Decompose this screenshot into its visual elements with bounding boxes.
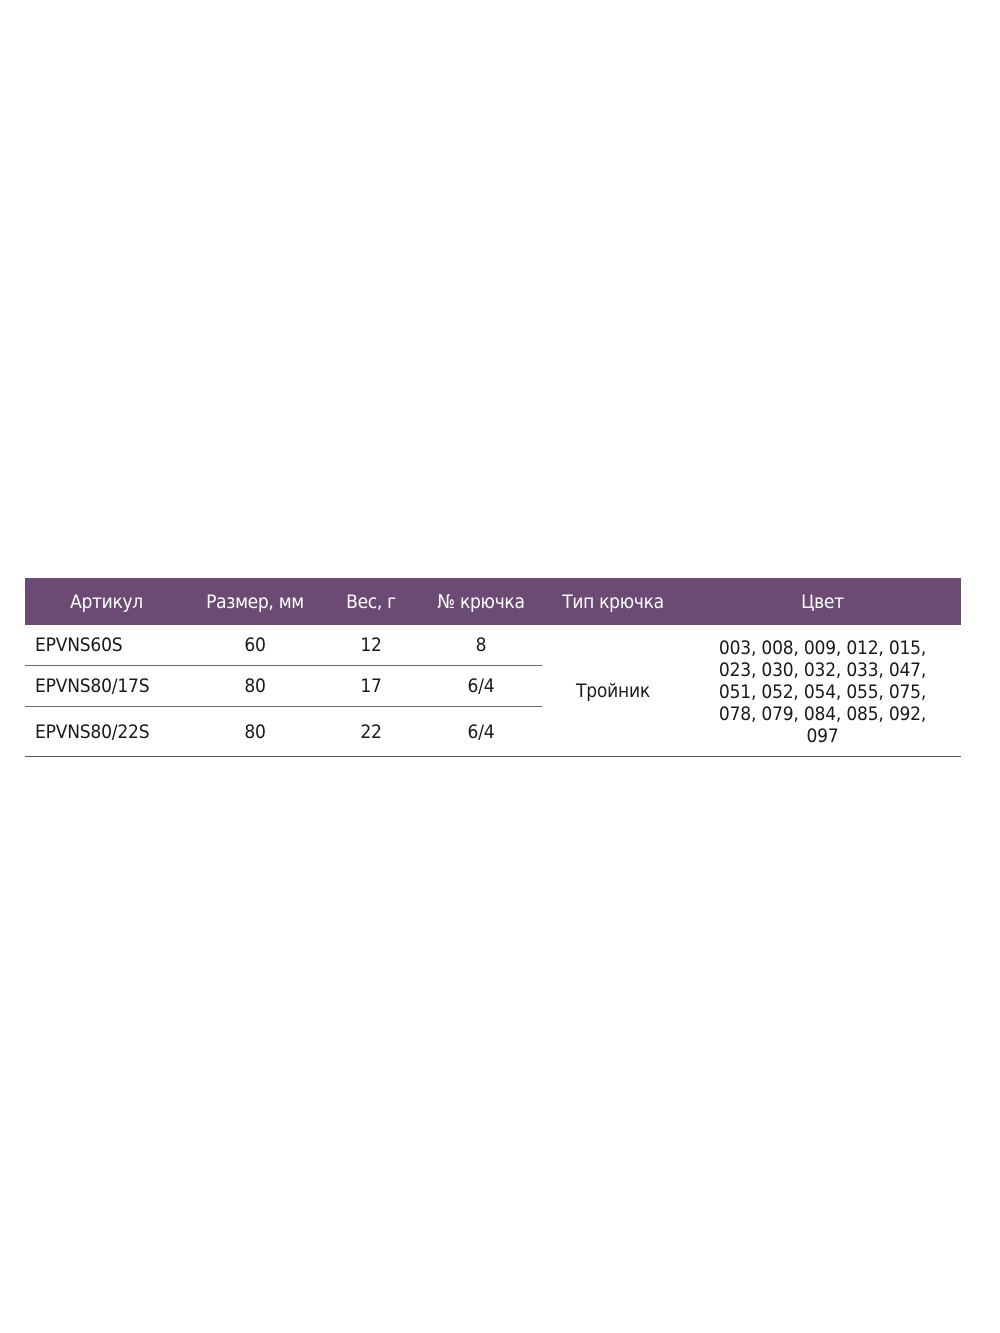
colors-line: 078, 079, 084, 085, 092, xyxy=(718,702,927,725)
weight-cell: 12 xyxy=(322,625,420,666)
header-row xyxy=(25,578,961,625)
header-hook-type: Тип крючка xyxy=(542,578,684,625)
weight-cell: 22 xyxy=(322,707,420,757)
colors-line: 097 xyxy=(806,724,839,747)
colors-line: 003, 008, 009, 012, 015, xyxy=(718,636,927,659)
size-cell: 60 xyxy=(188,625,322,666)
hook-number-cell: 8 xyxy=(420,625,542,666)
colors-line: 051, 052, 054, 055, 075, xyxy=(718,680,927,703)
article-cell: EPVNS80/22S xyxy=(25,707,188,757)
header-article: Артикул xyxy=(25,578,188,625)
article-cell: EPVNS80/17S xyxy=(25,666,188,707)
colors-cell xyxy=(684,625,961,757)
hook-number-cell: 6/4 xyxy=(420,666,542,707)
article-cell: EPVNS60S xyxy=(25,625,188,666)
header-weight: Вес, г xyxy=(322,578,420,625)
hook-number-cell: 6/4 xyxy=(420,707,542,757)
size-cell: 80 xyxy=(188,666,322,707)
header-size: Размер, мм xyxy=(188,578,322,625)
size-cell: 80 xyxy=(188,707,322,757)
colors-line: 023, 030, 032, 033, 047, xyxy=(718,658,927,681)
weight-cell: 17 xyxy=(322,666,420,707)
table-row xyxy=(25,625,961,666)
hook-type-cell: Тройник xyxy=(542,625,684,757)
spec-table xyxy=(25,578,961,757)
header-color: Цвет xyxy=(684,578,961,625)
header-hook-number: № крючка xyxy=(420,578,542,625)
